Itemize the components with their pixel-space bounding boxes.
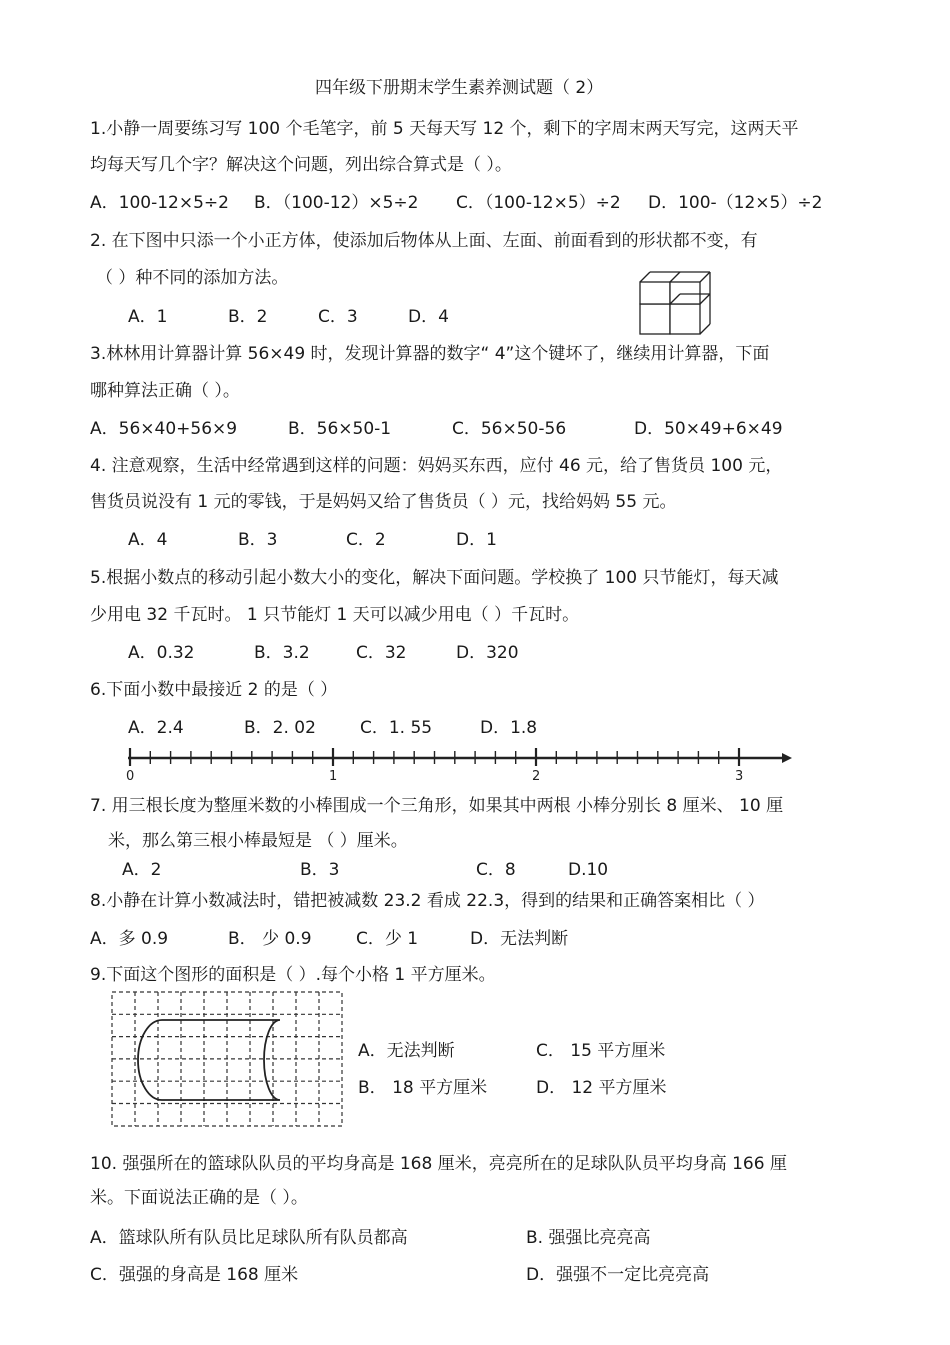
question-10-option-a: A．篮球队所有队员比足球队所有队员都高 [90, 1228, 408, 1248]
question-4-option-b: B．3 [238, 530, 278, 550]
question-9-option-b: B． 18 平方厘米 [358, 1078, 488, 1098]
question-5-option-d: D．320 [456, 643, 519, 663]
question-1-option-d: D．100-（12×5）÷2 [648, 193, 823, 213]
question-9-option-c: C． 15 平方厘米 [536, 1041, 666, 1061]
question-8-option-d: D．无法判断 [470, 929, 569, 949]
question-10-option-c: C．强强的身高是 168 厘米 [90, 1265, 299, 1285]
question-5-line-1: 5.根据小数点的移动引起小数大小的变化，解决下面问题。学校换了 100 只节能灯，每天减 [90, 568, 779, 588]
question-1-line-2: 均每天写几个字？解决这个问题，列出综合算式是（ ）。 [90, 155, 512, 175]
question-1-option-b: B．（100-12）×5÷2 [254, 193, 419, 213]
question-8-line-1: 8.小静在计算小数减法时，错把被减数 23.2 看成 22.3，得到的结果和正确答案相比（ ） [90, 891, 765, 911]
number-line-label: 3 [735, 769, 744, 784]
question-6-option-b: B．2. 02 [244, 718, 316, 738]
question-7-option-c: C．8 [476, 860, 516, 880]
question-8-option-a: A．多 0.9 [90, 929, 169, 949]
question-3-option-c: C．56×50-56 [452, 419, 567, 439]
question-9-option-a: A．无法判断 [358, 1041, 455, 1061]
cube-stack-figure [636, 268, 716, 338]
question-4-line-2: 售货员说没有 1 元的零钱，于是妈妈又给了售货员（ ）元，找给妈妈 55 元。 [90, 492, 677, 512]
number-line-label: 1 [329, 769, 338, 784]
question-10-line-2: 米。下面说法正确的是（ ）。 [90, 1188, 308, 1208]
question-5-option-c: C．32 [356, 643, 407, 663]
question-3-line-2: 哪种算法正确（ ）。 [90, 381, 240, 401]
question-6-option-c: C．1. 55 [360, 718, 433, 738]
question-2-option-b: B．2 [228, 307, 268, 327]
question-10-option-d: D．强强不一定比亮亮高 [526, 1265, 710, 1285]
question-1-line-1: 1.小静一周要练习写 100 个毛笔字，前 5 天每天写 12 个，剩下的字周末两天写完，这两天平 [90, 119, 799, 139]
page-title: 四年级下册期末学生素养测试题（ 2） [315, 78, 604, 98]
question-10-line-1: 10. 强强所在的篮球队队员的平均身高是 168 厘米，亮亮所在的足球队队员平均身高 166 厘 [90, 1154, 787, 1174]
question-6-option-a: A．2.4 [128, 718, 184, 738]
question-2-option-a: A．1 [128, 307, 168, 327]
question-2-option-d: D．4 [408, 307, 449, 327]
question-7-option-d: D.10 [568, 860, 609, 880]
question-5-option-b: B．3.2 [254, 643, 310, 663]
number-line-label: 2 [532, 769, 541, 784]
question-9-line-1: 9.下面这个图形的面积是（ ）.每个小格 1 平方厘米。 [90, 965, 496, 985]
number-line-figure [120, 740, 800, 782]
question-1-option-c: C．（100-12×5）÷2 [456, 193, 621, 213]
question-7-line-1: 7. 用三根长度为整厘米数的小棒围成一个三角形，如果其中两根 小棒分别长 8 厘米、 10 厘 [90, 796, 784, 816]
question-7-option-b: B．3 [300, 860, 340, 880]
question-3-option-d: D．50×49+6×49 [634, 419, 783, 439]
question-3-option-b: B．56×50-1 [288, 419, 392, 439]
question-2-option-c: C．3 [318, 307, 358, 327]
question-4-option-c: C．2 [346, 530, 386, 550]
question-6-option-d: D．1.8 [480, 718, 538, 738]
question-4-option-a: A．4 [128, 530, 168, 550]
question-5-line-2: 少用电 32 千瓦时。 1 只节能灯 1 天可以减少用电（ ）千瓦时。 [90, 605, 580, 625]
question-5-option-a: A．0.32 [128, 643, 195, 663]
question-2-line-1: 2. 在下图中只添一个小正方体，使添加后物体从上面、左面、前面看到的形状都不变，有 [90, 231, 758, 251]
question-4-line-1: 4. 注意观察，生活中经常遇到这样的问题：妈妈买东西，应付 46 元，给了售货员 100 元， [90, 456, 783, 476]
question-7-line-2: 米，那么第三根小棒最短是 （ ）厘米。 [108, 831, 408, 851]
number-line-label: 0 [126, 769, 135, 784]
question-3-option-a: A．56×40+56×9 [90, 419, 238, 439]
question-7-option-a: A．2 [122, 860, 162, 880]
question-9-option-d: D． 12 平方厘米 [536, 1078, 667, 1098]
question-10-option-b: B. 强强比亮亮高 [526, 1228, 651, 1248]
question-8-option-c: C．少 1 [356, 929, 419, 949]
question-3-line-1: 3.林林用计算器计算 56×49 时，发现计算器的数字“ 4”这个键坏了，继续用计算器，下面 [90, 344, 770, 364]
grid-shape-figure [110, 990, 344, 1128]
question-4-option-d: D．1 [456, 530, 497, 550]
question-8-option-b: B． 少 0.9 [228, 929, 312, 949]
question-1-option-a: A．100-12×5÷2 [90, 193, 229, 213]
question-6-line-1: 6.下面小数中最接近 2 的是（ ） [90, 680, 338, 700]
question-2-line-2: （ ）种不同的添加方法。 [96, 268, 289, 288]
